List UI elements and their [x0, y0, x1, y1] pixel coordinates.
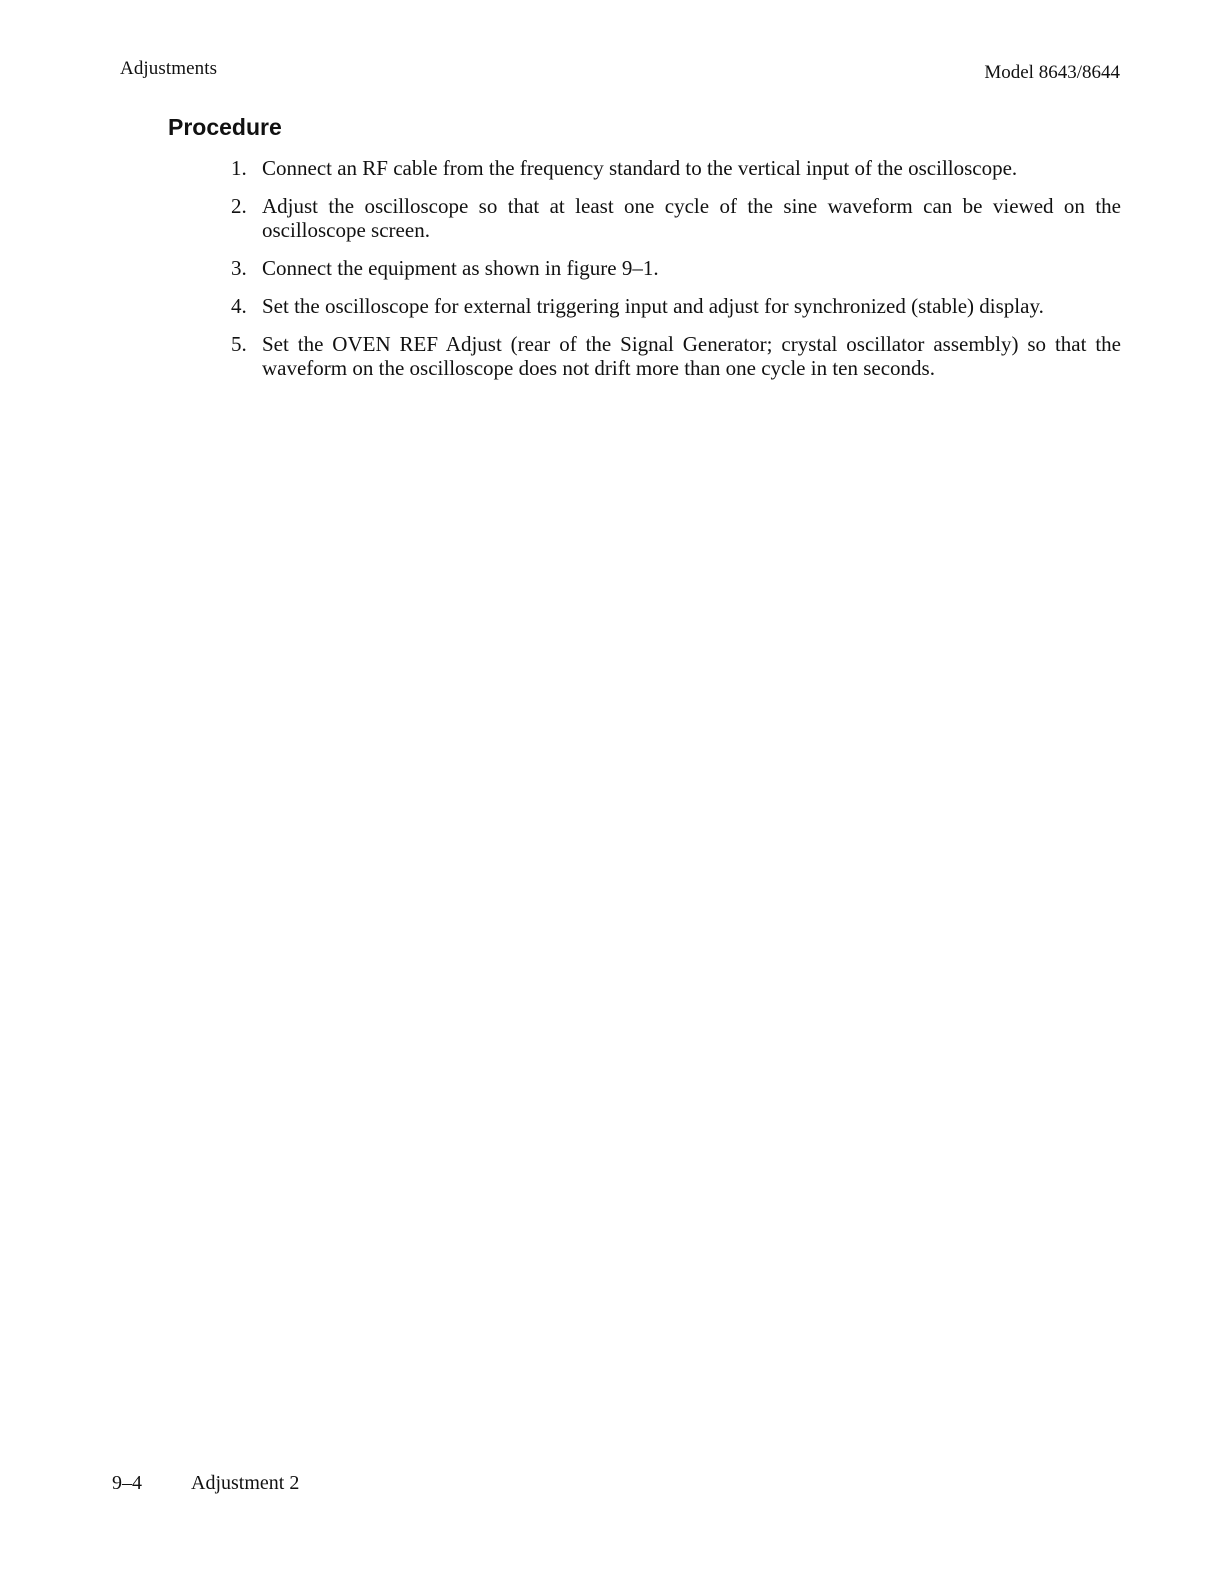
procedure-step-3	[231, 256, 1121, 280]
step-text: Adjust the oscilloscope so that at least one cycle of the sine waveform can be viewed on the oscilloscope screen.	[262, 194, 1121, 242]
step-number: 5.	[231, 332, 247, 356]
running-header-model: Model 8643/8644	[984, 62, 1120, 83]
step-text: Set the OVEN REF Adjust (rear of the Signal Generator; crystal oscillator assembly) so that the waveform on the oscilloscope does not drift more than one cycle in ten seconds.	[262, 332, 1121, 380]
running-header-section: Adjustments	[120, 58, 218, 79]
step-text: Connect an RF cable from the frequency standard to the vertical input of the oscilloscope.	[262, 156, 1018, 180]
procedure-steps	[231, 156, 1121, 394]
section-title: Procedure	[168, 114, 282, 140]
step-text: Connect the equipment as shown in figure 9–1.	[262, 256, 659, 280]
step-number: 3.	[231, 256, 247, 280]
procedure-step-1	[231, 156, 1121, 180]
step-number: 4.	[231, 294, 247, 318]
procedure-step-4	[231, 294, 1121, 318]
procedure-step-5	[231, 332, 1121, 380]
footer-section-name: Adjustment 2	[191, 1472, 300, 1494]
procedure-step-2	[231, 194, 1121, 242]
step-text: Set the oscilloscope for external triggering input and adjust for synchronized (stable) display.	[262, 294, 1044, 318]
step-number: 1.	[231, 156, 247, 180]
footer-page-number: 9–4	[112, 1472, 142, 1494]
step-number: 2.	[231, 194, 247, 218]
